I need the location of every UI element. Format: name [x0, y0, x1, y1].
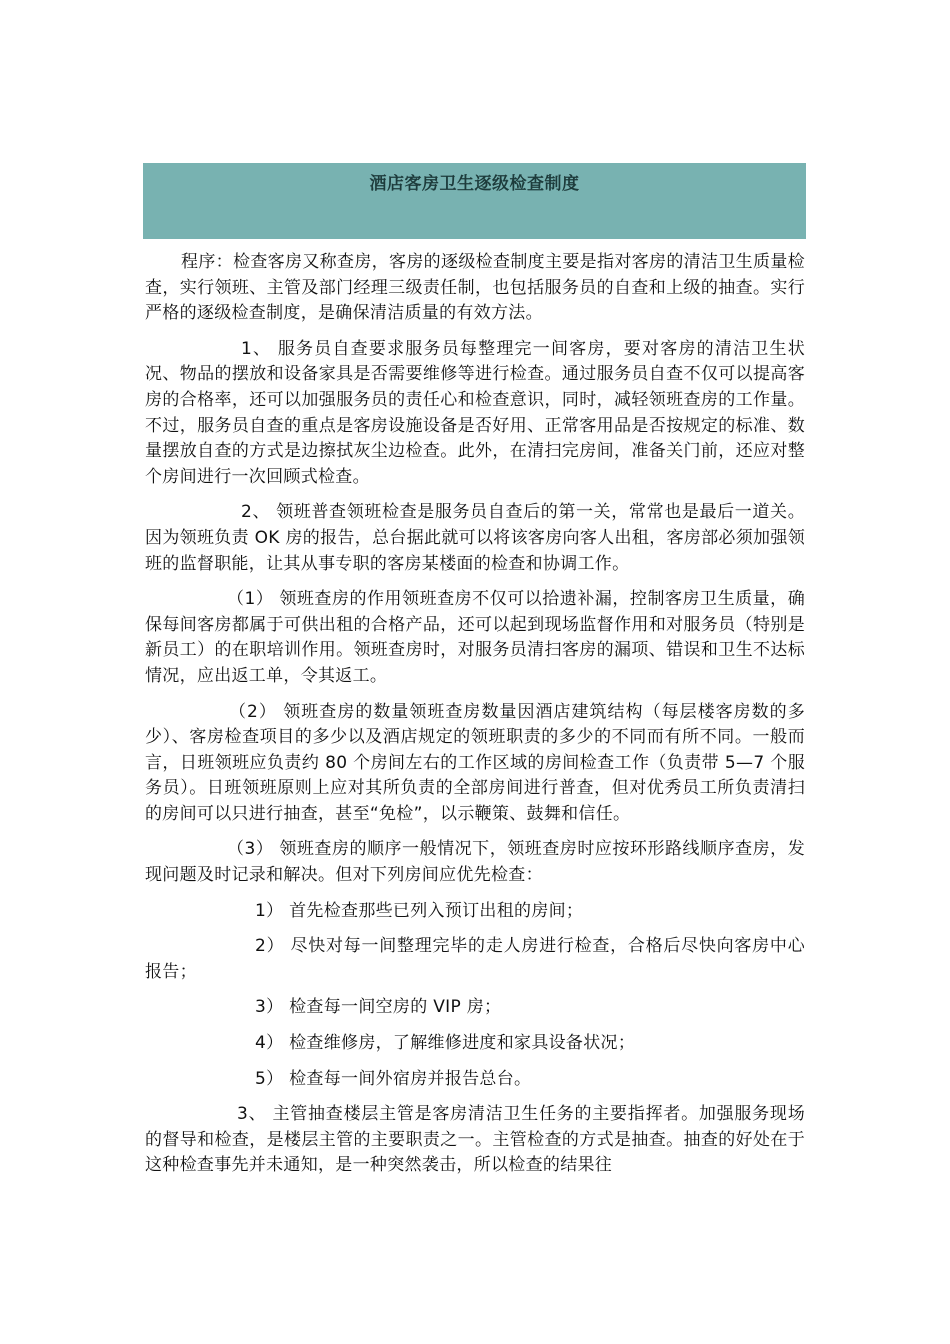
document-body — [145, 250, 805, 1189]
paragraph-manager-spot-check: 3、 主管抽查楼层主管是客房清洁卫生任务的主要指挥者。加强服务现场的督导和检查，是楼层主管的主要职责之一。主管检查的方式是抽查。抽查的好处在于这种检查事先并未通知，是一种突然袭击，所以检查的结果往 — [145, 1104, 805, 1176]
paragraph-procedure: 程序：检查客房又称查房，客房的逐级检查制度主要是指对客房的清洁卫生质量检查，实行领班、主管及部门经理三级责任制，也包括服务员的自查和上级的抽查。实行严格的逐级检查制度，是确保清洁质量的有效方法。 — [145, 252, 805, 324]
list-item-overnight-rooms: 5） 检查每一间外宿房并报告总台。 — [255, 1068, 532, 1089]
paragraph-self-check: 1、 服务员自查要求服务员每整理完一间客房，要对客房的清洁卫生状况、物品的摆放和设备家具是否需要维修等进行检查。通过服务员自查不仅可以提高客房的合格率，还可以加强服务员的责任心和检查意识，同时，减轻领班查房的工作量。不过，服务员自查的重点是客房设施设备是否好用、正常客用品是否按规定的标准、数量摆放自查的方式是边擦拭灰尘边检查。此外，在清扫完房间，准备关门前，还应对整个房间进行一次回顾式检查。 — [145, 338, 805, 487]
title-band — [143, 163, 806, 239]
paragraph-inspection-order: （3） 领班查房的顺序一般情况下，领班查房时应按环形路线顺序查房，发现问题及时记录和解决。但对下列房间应优先检查： — [145, 839, 805, 886]
paragraph-supervisor-check: 2、 领班普查领班检查是服务员自查后的第一关，常常也是最后一道关。因为领班负责 OK 房的报告，总台据此就可以将该客房向客人出租，客房部必须加强领班的监督职能，让其从事专职的客房某楼面的检查和协调工作。 — [145, 502, 805, 574]
list-item-checkout-rooms: 2） 尽快对每一间整理完毕的走人房进行检查，合格后尽快向客房中心报告； — [145, 936, 805, 982]
document-title: 酒店客房卫生逐级检查制度 — [369, 174, 580, 194]
paragraph-inspection-role: （1） 领班查房的作用领班查房不仅可以拾遗补漏，控制客房卫生质量，确保每间客房都属于可供出租的合格产品，还可以起到现场监督作用和对服务员（特别是新员工）的在职培训作用。领班查房时，对服务员清扫客房的漏项、错误和卫生不达标情况，应出返工单，令其返工。 — [145, 589, 805, 686]
list-item-reserved-rooms: 1） 首先检查那些已列入预订出租的房间； — [255, 900, 584, 921]
paragraph-inspection-quantity: （2） 领班查房的数量领班查房数量因酒店建筑结构（每层楼客房数的多少）、客房检查项目的多少以及酒店规定的领班职责的多少的不同而有所不同。一般而言，日班领班应负责约 80 个房间左右的工作区域的房间检查工作（负责带 5—7 个服务员）。日班领班原则上应对其所负责的全部房间进行普查，但对优秀员工所负责清扫的房间可以只进行抽查，甚至“免检”，以示鞭策、鼓舞和信任。 — [145, 701, 805, 824]
list-item-vip-rooms: 3） 检查每一间空房的 VIP 房； — [255, 997, 502, 1018]
list-item-repair-rooms: 4） 检查维修房，了解维修进度和家具设备状况； — [255, 1033, 636, 1054]
